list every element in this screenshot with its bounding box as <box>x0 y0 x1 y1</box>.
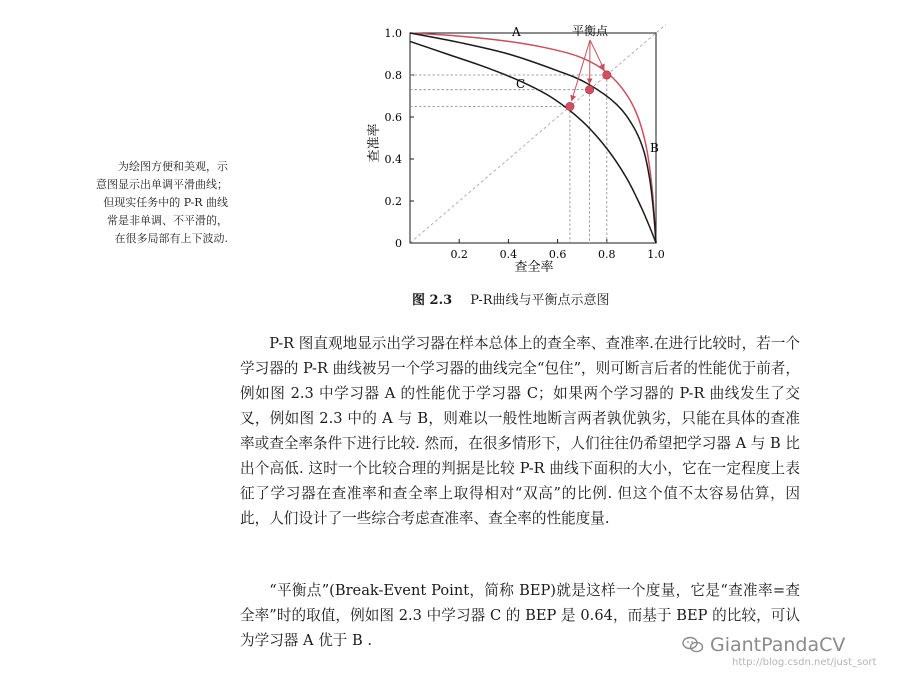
y-tick-label: 0.8 <box>384 69 402 82</box>
body-paragraph-1: P-R 图直观地显示出学习器在样本总体上的查全率、查准率.在进行比较时，若一个学习器的 P-R 曲线被另一个学习器的曲线完全“包住”，则可断言后者的性能优于前者，例如图 2.3 中学习器 A 的性能优于学习器 C；如果两个学习器的 P-R 曲线发生了交叉，例如图 2.3 中的 A 与 B，则难以一般性地断言两者孰优孰劣，只能在具体的查准率或查全率条件下进行比较. 然而，在很多情形下，人们往往仍希望把学习器 A 与 B 比出个高低. 这时一个比较合理的判据是比较 P-R 曲线下面积的大小，它在一定程度上表征了学习器在查准率和查全率上取得相对“双高”的比例. 但这个值不太容易估算，因此，人们设计了一些综合考虑查准率、查全率的性能度量. <box>240 335 800 527</box>
figure-caption <box>412 289 610 308</box>
y-axis-label: 查准率 <box>367 123 382 163</box>
figure-number: 图 2.3 <box>412 293 453 308</box>
wechat-icon <box>682 636 704 654</box>
diagonal-reference-line <box>410 25 666 243</box>
x-tick-label: 0.4 <box>499 248 518 261</box>
side-note-line: 在很多局部有上下波动. <box>114 232 228 245</box>
x-tick-label: 1.0 <box>647 248 665 261</box>
x-axis-label: 查全率 <box>514 260 554 275</box>
y-tick-label: 1.0 <box>384 27 402 40</box>
series-label-c: C <box>516 77 526 91</box>
side-note-line: 但现实任务中的 P-R 曲线 <box>103 196 228 209</box>
bep-point-c <box>566 102 574 110</box>
pr-curve-c <box>410 41 656 243</box>
x-tick-label: 0.2 <box>450 248 468 261</box>
break-even-annotation: 平衡点 <box>571 24 609 38</box>
side-note <box>78 158 228 248</box>
watermark-url: http://blog.csdn.net/just_sort <box>732 657 877 668</box>
pr-curve-chart <box>340 18 680 288</box>
side-note-line: 常是非单调、不平滑的， <box>107 214 228 227</box>
watermark <box>682 634 845 656</box>
figure-title: P-R曲线与平衡点示意图 <box>470 293 610 308</box>
side-note-line: 为绘图方便和美观，示 <box>118 160 228 173</box>
bep-point-b <box>585 86 593 94</box>
y-tick-label: 0 <box>395 237 402 250</box>
series-label-a: A <box>512 25 521 39</box>
y-tick-label: 0.2 <box>384 195 402 208</box>
watermark-brand: GiantPandaCV <box>710 634 846 656</box>
y-tick-label: 0.6 <box>384 111 402 124</box>
series-label-b: B <box>650 141 659 155</box>
y-tick-label: 0.4 <box>384 153 402 166</box>
body-paragraph-2: “平衡点”(Break-Event Point，简称 BEP)就是这样一个度量，它是“查准率=查全率”时的取值，例如图 2.3 中学习器 C 的 BEP 是 0.64，而基于 BEP 的比较，可认为学习器 A 优于 B . <box>240 582 800 649</box>
x-tick-label: 0.6 <box>548 248 567 261</box>
side-note-line: 意图显示出单调平滑曲线； <box>96 178 228 191</box>
x-tick-label: 0.8 <box>598 248 616 261</box>
bep-point-a <box>603 71 611 79</box>
